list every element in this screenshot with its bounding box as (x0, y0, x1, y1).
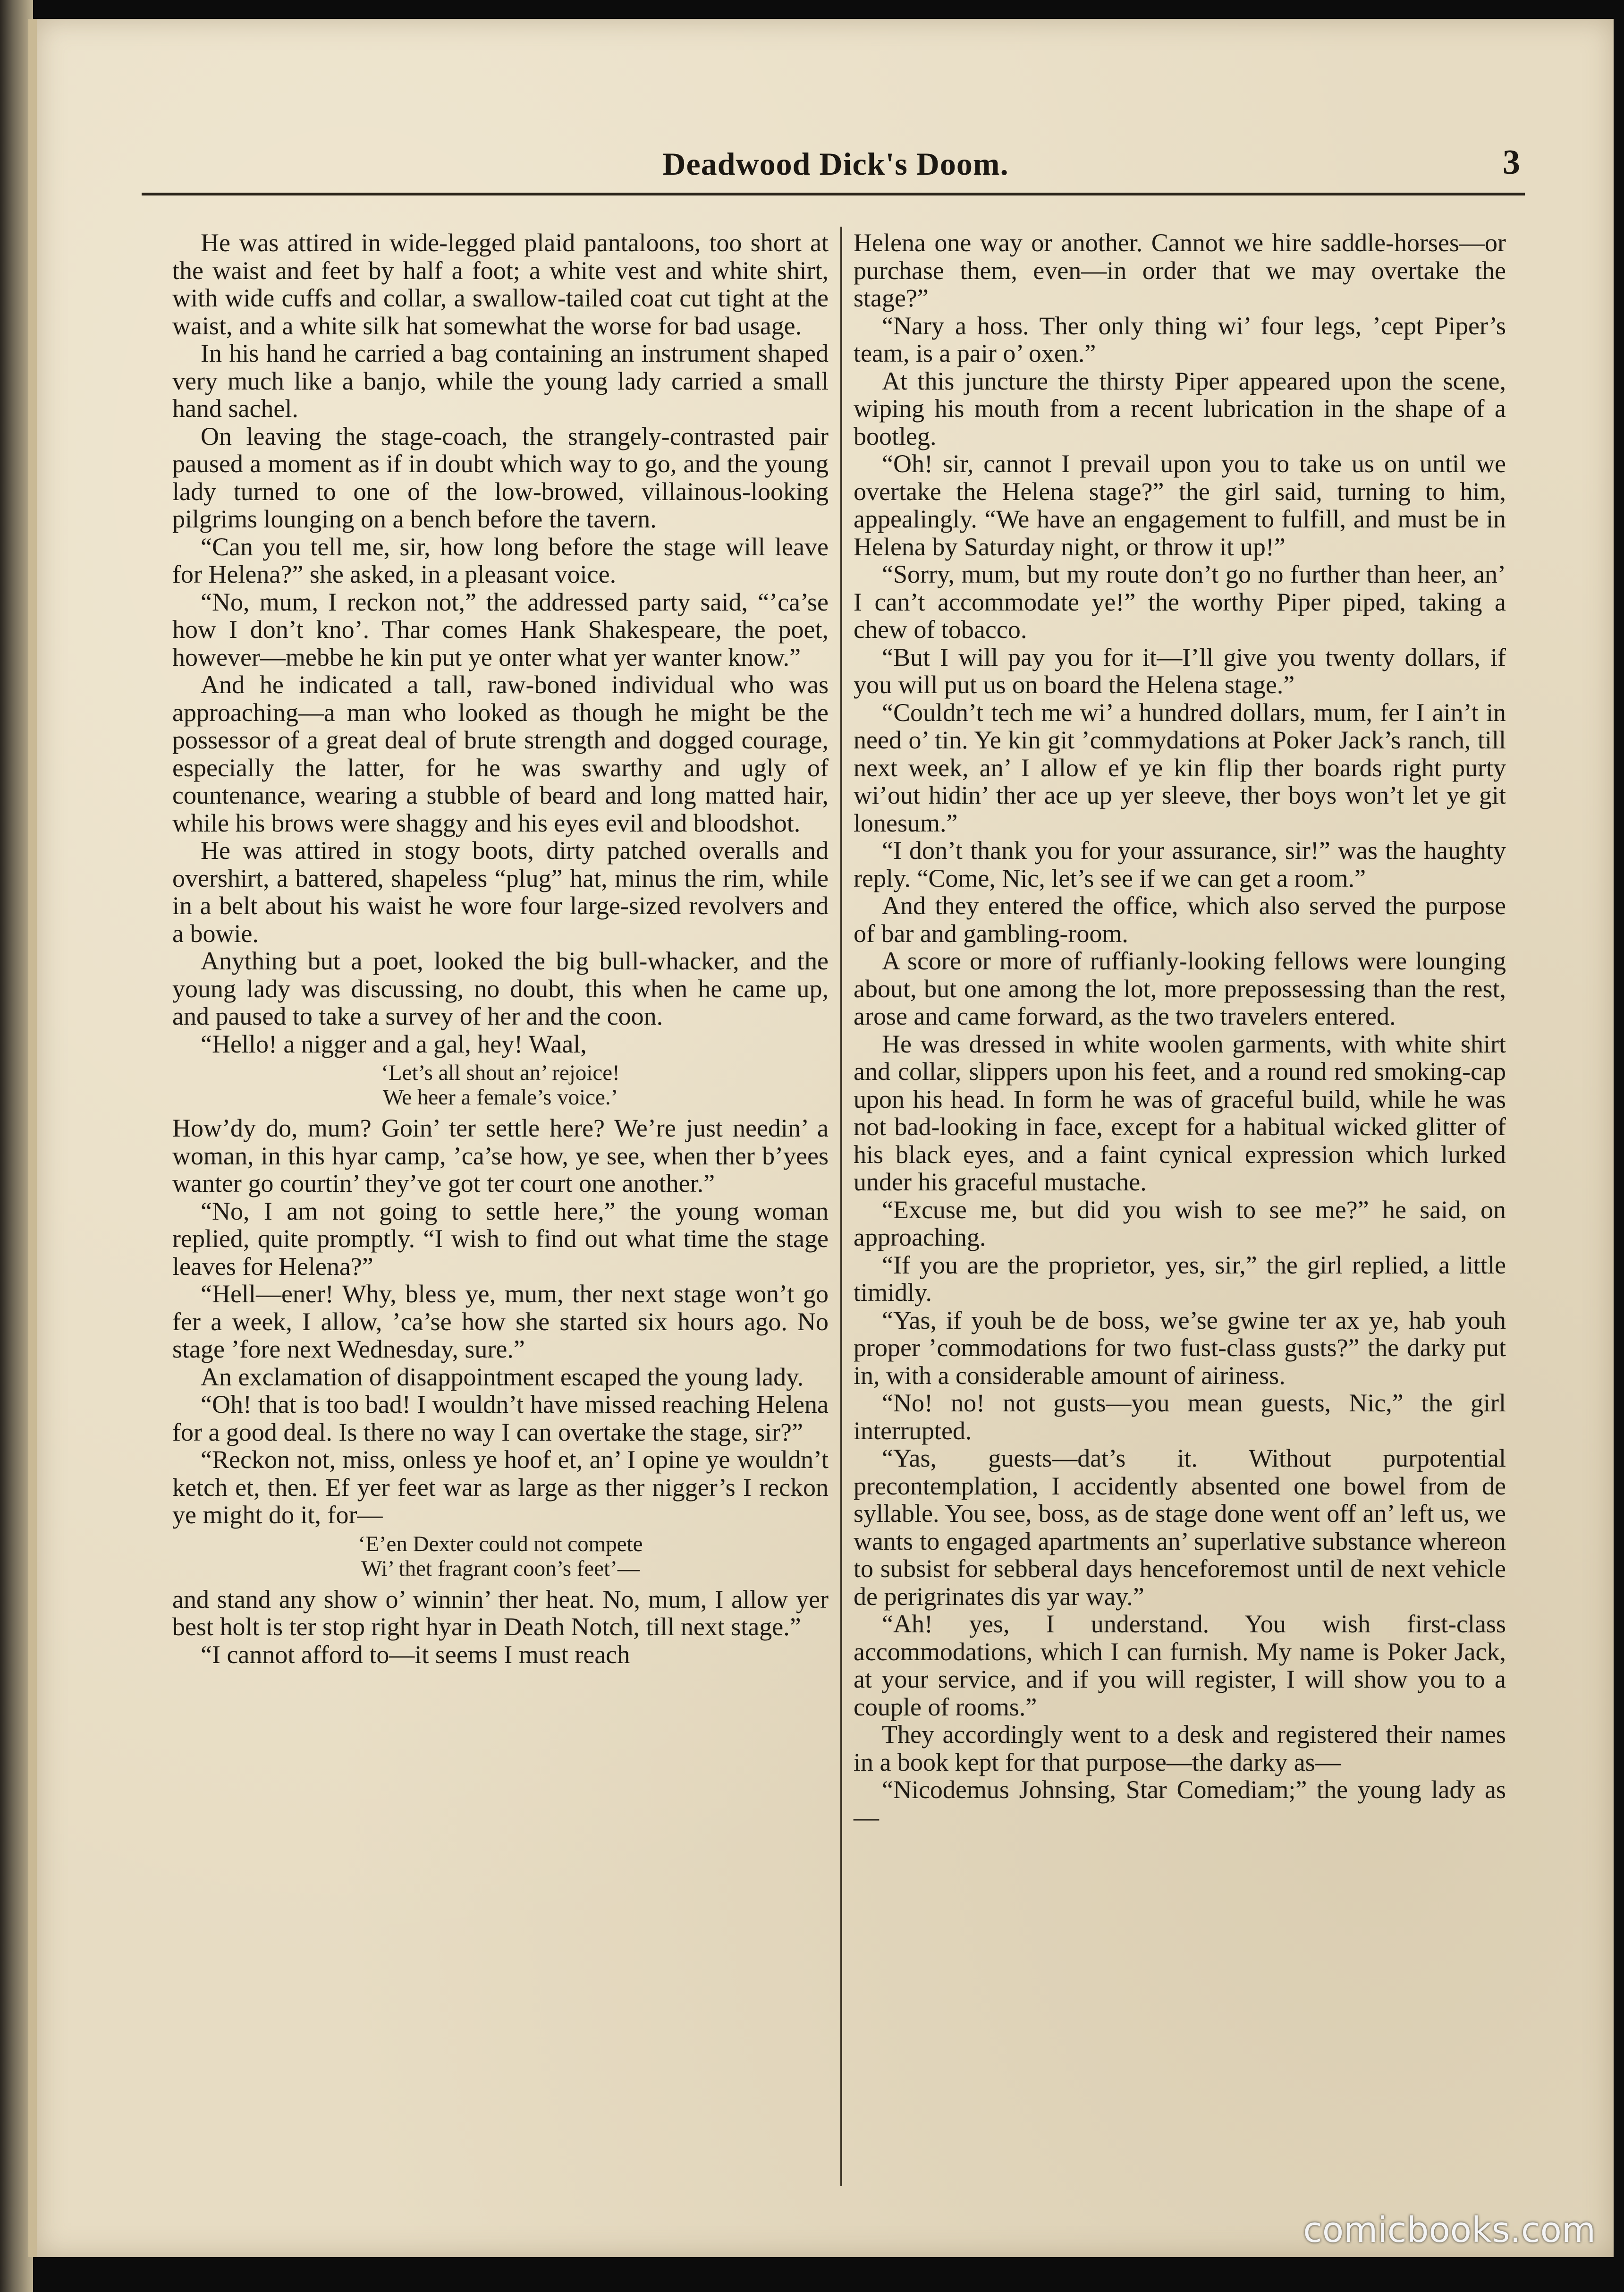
paragraph: “Yas, if youh be de boss, we’se gwine ter ax ye, hab youh proper ’commodations for two fust-class gusts?” the darky put in, with a considerable amount of airiness. (854, 1306, 1506, 1390)
running-head (142, 137, 1530, 184)
text-column-right (854, 229, 1506, 1831)
paragraph: He was dressed in white woolen garments, with white shirt and collar, slippers upon his feet, and a round red smoking-cap upon his head. In form he was of graceful build, while he was not bad-looking in face, except for a habitual wicked glitter of his black eyes, and a faint cynical expression which lurked under his graceful mustache. (854, 1029, 1506, 1196)
paragraph: He was attired in wide-legged plaid pantaloons, too short at the waist and feet by half a foot; a white vest and white shirt, with wide cuffs and collar, a swallow-tailed coat cut tight at the waist, and a white silk hat somewhat the worse for bad usage. (172, 229, 829, 340)
paragraph: “Reckon not, miss, onless ye hoof et, an’ I opine ye wouldn’t ketch et, then. Ef yer feet war as large as ther nigger’s I reckon ye might do it, for— (172, 1445, 829, 1529)
paragraph: “But I will pay you for it—I’ll give you twenty dollars, if you will put us on board the Helena stage.” (854, 643, 1506, 699)
paragraph: “No, I am not going to settle here,” the young woman replied, quite promptly. “I wish to find out what time the stage leaves for Helena?” (172, 1197, 829, 1281)
paragraph: “No, mum, I reckon not,” the addressed party said, “’ca’se how I don’t kno’. Thar comes Hank Shakespeare, the poet, however—mebbe he kin put ye onter what yer wanter know.” (172, 587, 829, 671)
paragraph: “Can you tell me, sir, how long before the stage will leave for Helena?” she asked, in a pleasant voice. (172, 532, 829, 588)
paragraph: “Nary a hoss. Ther only thing wi’ four legs, ’cept Piper’s team, is a pair o’ oxen.” (854, 311, 1506, 367)
paragraph: “Excuse me, but did you wish to see me?” he said, on approaching. (854, 1195, 1506, 1251)
paragraph: He was attired in stogy boots, dirty patched overalls and overshirt, a battered, shapeless “plug” hat, minus the rim, while in a belt about his waist he wore four large-sized revolvers and a bowie. (172, 836, 829, 948)
page-number: 3 (1503, 143, 1520, 182)
paragraph: On leaving the stage-coach, the strangely-contrasted pair paused a moment as if in doubt which way to go, and the young lady turned to one of the low-browed, villainous-looking pilgrims lounging on a bench before the tavern. (172, 422, 829, 533)
paragraph: At this juncture the thirsty Piper appeared upon the scene, wiping his mouth from a recent lubrication in the shape of a bootleg. (854, 366, 1506, 450)
verse-line: We heer a female’s voice.’ (382, 1085, 618, 1110)
paragraph: An exclamation of disappointment escaped the young lady. (201, 1362, 804, 1391)
paragraph: “Ah! yes, I understand. You wish first-class accommodations, which I can furnish. My name is Poker Jack, at your service, and if you will register, I will show you to a couple of rooms.” (854, 1610, 1506, 1721)
paragraph: Helena one way or another. Cannot we hire saddle-horses—or purchase them, even—in order that we may overtake the stage?” (854, 229, 1506, 312)
paragraph: “Couldn’t tech me wi’ a hundred dollars, mum, fer I ain’t in need o’ tin. Ye kin git ’commydations at Poker Jack’s ranch, till next week, an’ I allow ef ye kin flip ther boards right purty wi’out hidin’ ther ace up yer sleeve, ther boys won’t let ye git lonesum.” (854, 698, 1506, 837)
paragraph: “No! no! not gusts—you mean guests, Nic,” the girl interrupted. (854, 1389, 1506, 1445)
verse-quote (172, 1061, 829, 1110)
verse-line: ‘Let’s all shout an’ rejoice! (381, 1061, 620, 1085)
paragraph: “If you are the proprietor, yes, sir,” the girl replied, a little timidly. (854, 1250, 1506, 1307)
paragraph: “Yas, guests—dat’s it. Without purpotential precontemplation, I accidently absented one bowel from de syllable. You see, boss, as de stage done went off an’ left us, we wants to engaged apartments an’ superlative substance whereon to subsist for sebberal days henceforemost until de next vehicle de perigrinates dis yar way.” (854, 1444, 1506, 1611)
text-column-left (172, 229, 829, 1668)
paragraph: A score or more of ruffianly-looking fellows were lounging about, but one among the lot, more prepossessing than the rest, arose and came forward, as the two travelers entered. (854, 947, 1506, 1030)
paragraph: “Oh! sir, cannot I prevail upon you to take us on until we overtake the Helena stage?” the girl said, turning to him, appealingly. “We have an engagement to fulfill, and must be in Helena by Saturday night, or throw it up!” (854, 450, 1506, 561)
paragraph: And they entered the office, which also served the purpose of bar and gambling-room. (854, 891, 1506, 948)
verse-line: Wi’ thet fragrant coon’s feet’— (361, 1556, 640, 1581)
header-rule (142, 193, 1525, 195)
paragraph: Anything but a poet, looked the big bull-whacker, and the young lady was discussing, no doubt, this when he came up, and paused to take a survey of her and the coon. (172, 947, 829, 1030)
paragraph: How’dy do, mum? Goin’ ter settle here? We’re just needin’ a woman, in this hyar camp, ’ca’se how, ye see, when ther b’yees wanter go courtin’ they’ve got ter court one another.” (172, 1114, 829, 1197)
paragraph: and stand any show o’ winnin’ ther heat. No, mum, I allow yer best holt is ter stop right hyar in Death Notch, till next stage.” (172, 1585, 829, 1641)
paragraph: In his hand he carried a bag containing an instrument shaped very much like a banjo, while the young lady carried a small hand sachel. (172, 339, 829, 423)
paragraph: “I don’t thank you for your assurance, sir!” was the haughty reply. “Come, Nic, let’s see if we can get a room.” (854, 836, 1506, 892)
paragraph: “Oh! that is too bad! I wouldn’t have missed reaching Helena for a good deal. Is there no way I can overtake the stage, sir?” (172, 1390, 829, 1446)
paragraph: “Hello! a nigger and a gal, hey! Waal, (201, 1029, 587, 1058)
site-watermark: comicbooks.com (1303, 2210, 1596, 2250)
verse-quote (172, 1532, 829, 1581)
page-title: Deadwood Dick's Doom. (662, 146, 1009, 182)
paragraph: “Nicodemus Johnsing, Star Comediam;” the young lady as— (854, 1775, 1506, 1832)
verse-line: ‘E’en Dexter could not compete (358, 1531, 643, 1556)
paragraph: And he indicated a tall, raw-boned individual who was approaching—a man who looked as though he might be the possessor of a great deal of brute strength and dogged courage, especially the latter, for he was swarthy and ugly of countenance, wearing a stubble of beard and long matted hair, while his brows were shaggy and his eyes evil and bloodshot. (172, 671, 829, 837)
column-divider (840, 227, 842, 2186)
paragraph: “Sorry, mum, but my route don’t go no further than heer, an’ I can’t accommodate ye!” the worthy Piper piped, taking a chew of tobacco. (854, 560, 1506, 644)
paragraph: “I cannot afford to—it seems I must reach (201, 1640, 630, 1669)
paragraph: They accordingly went to a desk and registered their names in a book kept for that purpose—the darky as— (854, 1720, 1506, 1776)
paragraph: “Hell—ener! Why, bless ye, mum, ther next stage won’t go fer a week, I allow, ’ca’se how she started six hours ago. No stage ’fore next Wednesday, sure.” (172, 1280, 829, 1363)
